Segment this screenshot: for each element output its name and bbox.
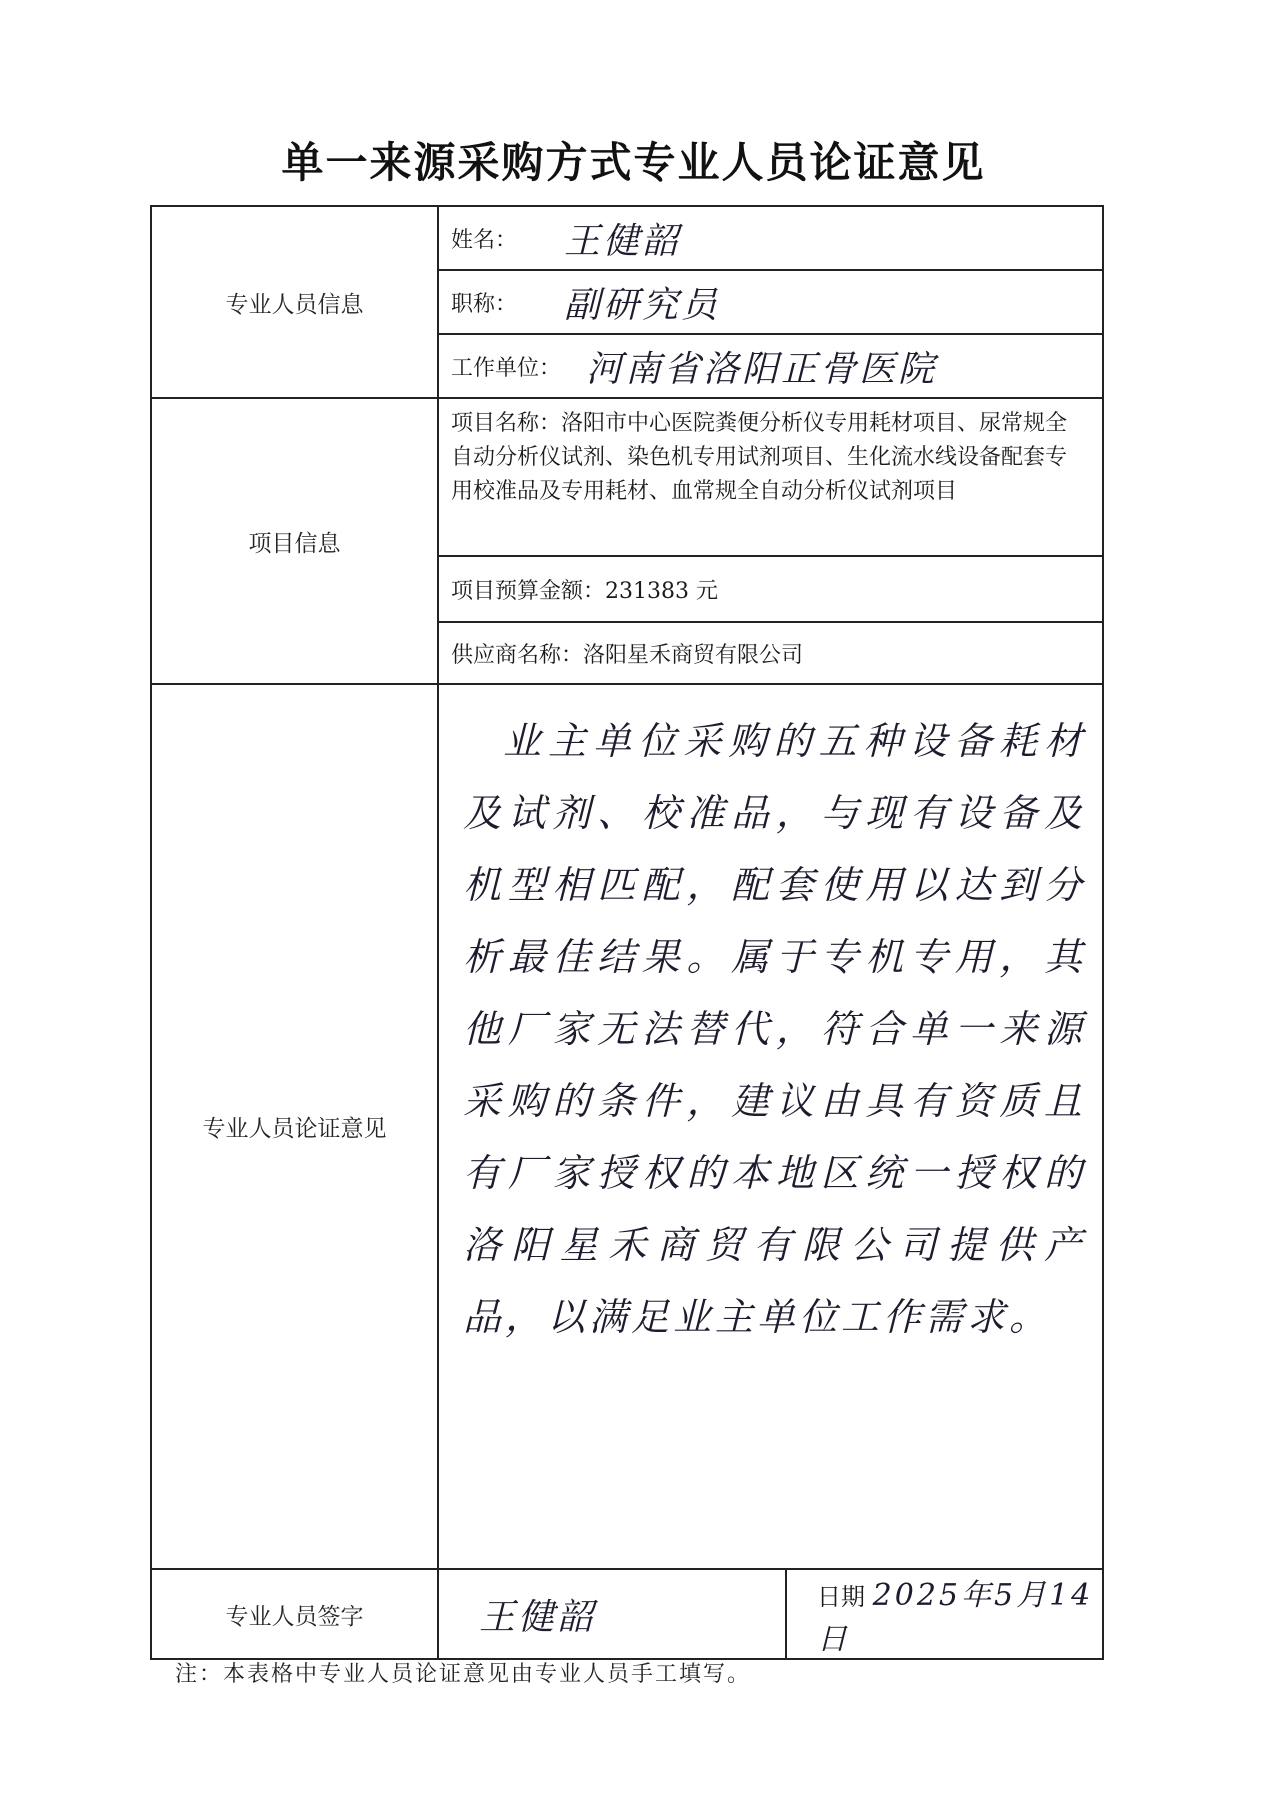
name-value: 王健韶 xyxy=(564,220,682,262)
opinion-text: 业主单位采购的五种设备耗材及试剂、校准品，与现有设备及机型相匹配，配套使用以达到分析最佳结果。属于专机专用，其他厂家无法替代，符合单一来源采购的条件，建议由具有资质且有厂家授权的本地区统一授权的洛阳星禾商贸有限公司提供产品，以满足业主单位工作需求。 xyxy=(463,719,1086,1339)
opinion-cell xyxy=(438,684,1103,1569)
name-row xyxy=(438,206,1103,270)
date-label: 日期 xyxy=(817,1583,865,1611)
unit-row xyxy=(438,334,1103,398)
unit-label: 工作单位： xyxy=(451,355,562,381)
signature-cell xyxy=(438,1569,786,1659)
project-name: 项目名称：洛阳市中心医院粪便分析仪专用耗材项目、尿常规全自动分析仪试剂、染色机专用试剂项目、生化流水线设备配套专用校准品及专用耗材、血常规全自动分析仪试剂项目 xyxy=(438,398,1103,556)
page-title: 单一来源采购方式专业人员论证意见 xyxy=(281,138,986,187)
opinion-form-table xyxy=(150,205,1104,1660)
signature-label: 专业人员签字 xyxy=(151,1569,438,1659)
expert-info-label: 专业人员信息 xyxy=(151,206,438,398)
supplier-name: 供应商名称：洛阳星禾商贸有限公司 xyxy=(438,622,1103,684)
footnote: 注：本表格中专业人员论证意见由专业人员手工填写。 xyxy=(175,1662,752,1687)
date-value: 2025年5月14日 xyxy=(817,1578,1094,1657)
title-row xyxy=(438,270,1103,334)
project-budget: 项目预算金额：231383 元 xyxy=(438,556,1103,622)
title-label: 职称： xyxy=(451,291,518,317)
signature-value: 王健韶 xyxy=(479,1596,597,1638)
date-cell xyxy=(786,1569,1103,1659)
unit-value: 河南省洛阳正骨医院 xyxy=(586,348,938,390)
name-label: 姓名： xyxy=(451,227,518,253)
opinion-label: 专业人员论证意见 xyxy=(151,684,438,1569)
title-value: 副研究员 xyxy=(564,284,721,326)
project-info-label: 项目信息 xyxy=(151,398,438,684)
